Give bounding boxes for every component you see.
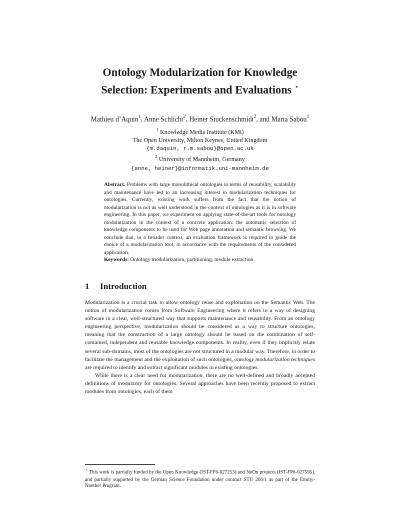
affiliation-1-email: {m.daquin, r.m.sabou}@open.ac.uk: [146, 145, 254, 153]
affiliation-1-line-1: Knowledge Media Institute (KMi): [160, 130, 244, 137]
abstract-label: Abstract.: [104, 182, 126, 188]
affiliations: [80, 126, 320, 173]
author-affiliation-mark: 1: [138, 115, 141, 120]
keywords-label: Keywords:: [104, 257, 129, 263]
title-footnote-mark: ⋆: [294, 83, 299, 91]
title-line-1: Ontology Modularization for Knowledge: [102, 67, 298, 79]
author-separator: , and: [256, 116, 272, 124]
body-text: [85, 299, 315, 396]
author-list: [40, 113, 360, 124]
footnote-mark: ⋆: [85, 467, 88, 472]
author-name: Marta Sabou: [271, 116, 307, 124]
paragraph-1-emphasis: ontology modularization techniques: [234, 356, 315, 363]
affiliation-2-email: {anne, heiner}@informatik.uni-mannheim.de: [131, 164, 269, 172]
section-number: 1: [85, 281, 90, 291]
author-affiliation-mark: 1: [306, 115, 310, 120]
affiliation-2-line-1: University of Mannheim, Germany: [158, 157, 245, 164]
paper-title: [60, 66, 340, 98]
title-line-2: Selection: Experiments and Evaluations: [101, 84, 292, 97]
affiliation-2-name: [80, 153, 320, 165]
paragraph-1: [85, 299, 315, 372]
abstract: [104, 182, 296, 265]
section-title: Introduction: [100, 281, 147, 291]
affiliation-mark: 1: [156, 127, 159, 132]
paragraph-2: While there is a clear need for modularization, there are no well-defined and broadly accepted definitions of modularity for ontologies. Several approaches have been recently proposed to extract modules from ontologies, each of them: [85, 372, 315, 396]
section-heading: [85, 281, 315, 291]
author-name: Heiner Stuckenschmidt: [189, 116, 254, 124]
abstract-text: Problems with large monolithical ontologies in terms of reusability, scalability and maintenance have led to an increasing interest in modularization techniques for ontologies. Currently, existing work suffers from the fact that the notion of modularization is not as well understood in the context of ontologies as it is in software engineering. In this paper, we experiment on applying state-of-the-art tools for ontology modularization in the context of a concrete application: the automatic selection of knowledge components to be used for Web page annotation and semantic browsing. We conclude that, in a broader context, an evaluation framework is required to guide the choice of a modularization tool, in accordance with the requirements of the considered application.: [104, 182, 296, 256]
affiliation-1-name: [80, 126, 320, 138]
author-affiliation-mark: 2: [253, 115, 257, 120]
keywords-text: Ontology modularization, partitioning, module extraction: [130, 257, 254, 263]
author-affiliation-mark: 2: [183, 115, 186, 120]
author-separator: ,: [185, 116, 190, 124]
author-separator: ,: [140, 116, 144, 124]
footnote-text: This work is partially funded by the Open Knowledge (IST-FF6-027253) and NeOn projects (IST-FP6-027595), and partially supported by the German Science Foundation under contract STU 266/1 as part of the Emmy-Noether Program.: [85, 470, 315, 490]
affiliation-1-line-2: The Open University, Milton Keynes, United Kingdom: [132, 137, 268, 144]
footnote-rule: [85, 464, 155, 465]
author-name: Mathieu d’Aquin: [90, 116, 139, 124]
affiliation-mark: 2: [155, 154, 158, 160]
paragraph-1-part-b: are required to identify and extract significant modules in existing ontologies.: [85, 364, 259, 371]
footnote: [85, 467, 315, 491]
paragraph-1-part-a: Modularization is a crucial task to allow ontology reuse and exploitation on the Semantic Web. The notion of modularization comes from Software Engineering where it refers to a way of designing software in a clear, well-structured way that supports maintenance and reusability. From an ontology engineering perspective, modularization should be considered as a way to structure ontologies, meaning that the construction of a large ontology should be based on the combination of self-contained, independent and reusable knowledge components. In reality, even if they implicitly relate several sub-domains, most of the ontologies are not structured in a modular way. Therefore, in order to facilitate the management and the exploitation of such ontologies,: [85, 300, 315, 363]
author-name: Anne Schlicht: [144, 116, 184, 124]
